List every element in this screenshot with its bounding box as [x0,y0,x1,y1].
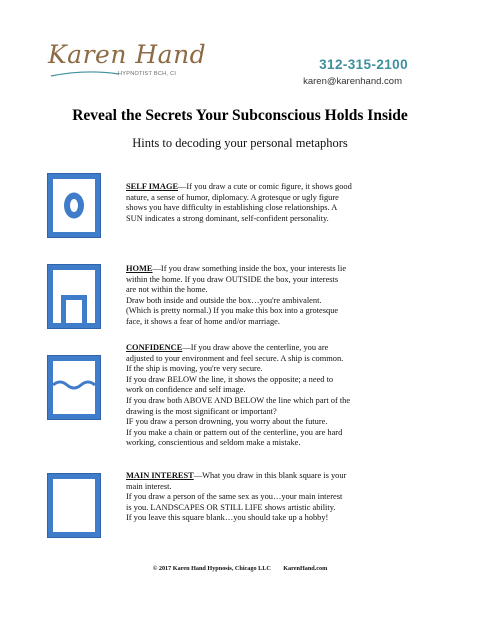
section-line: —What you draw in this blank square is your [193,471,347,480]
section-line: is you. LANDSCAPES OR STILL LIFE shows artistic ability. [126,502,336,512]
section-heading: HOME [126,264,153,273]
section-confidence [126,343,426,449]
section-heading: CONFIDENCE [126,343,183,352]
section-line: working, conscientious and seldom make a mistake. [126,438,301,448]
phone-number: 312-315-2100 [319,57,408,72]
section-line: If the ship is moving, you're very secure. [126,364,263,374]
section-line: SUN indicates a strong dominant, self-confident personality. [126,213,329,223]
section-line: If you draw BELOW the line, it shows the opposite; a need to [126,374,334,384]
footer-copyright: © 2017 Karen Hand Hypnosis, Chicago LLC [152,565,271,572]
email-address: karen@karenhand.com [303,76,402,87]
section-heading: MAIN INTEREST [126,471,194,480]
section-line: Draw both inside and outside the box…you're ambivalent. [126,295,322,305]
section-main-interest [126,471,426,524]
section-line: drawing is the most significant or important? [126,406,277,416]
self-image-icon [46,172,102,239]
section-line: —If you draw a cute or comic figure, it shows good [178,182,352,191]
section-line: face, it shows a fear of home and/or marriage. [126,316,280,326]
home-icon [46,263,102,330]
footer-website: KarenHand.com [283,565,328,572]
section-line: adjusted to your environment and feel secure. A ship is common. [126,353,344,363]
section-line: IF you draw a person drowning, you worry about the future. [126,417,328,427]
section-line: nature, a sense of humor, diplomacy. A grotesque or ugly figure [126,192,339,202]
section-self-image [126,182,426,224]
section-line: (Which is pretty normal.) If you make this box into a grotesque [126,306,339,316]
logo-swoosh-icon [50,70,120,78]
page-subtitle: Hints to decoding your personal metaphors [132,136,348,150]
section-heading: SELF IMAGE [126,182,179,191]
section-line: If you draw both ABOVE AND BELOW the line which part of the [126,395,351,405]
section-line: If you leave this square blank…you should take up a hobby! [126,513,329,523]
logo [48,40,207,90]
section-line: —If you draw something inside the box, your interests lie [152,264,347,273]
page-title: Reveal the Secrets Your Subconscious Holds Inside [72,107,408,124]
section-line: shows you have difficulty in establishing close relationships. A [126,203,338,213]
section-line: —If you draw above the centerline, you are [182,343,329,352]
logo-name: Karen Hand [48,40,207,69]
footer [0,565,480,572]
section-line: are not within the home. [126,285,208,295]
section-line: If you draw a person of the same sex as you…your main interest [126,492,343,502]
section-home [126,264,426,328]
confidence-icon [46,354,102,421]
section-line: If you make a chain or pattern out of the centerline, you are hard [126,427,343,437]
section-line: main interest. [126,481,172,491]
main-interest-icon [46,472,102,539]
logo-tagline: HYPNOTIST BCH, CI [118,71,177,77]
section-line: work on confidence and self image. [126,385,246,395]
section-line: within the home. If you draw OUTSIDE the box, your interests [126,274,339,284]
